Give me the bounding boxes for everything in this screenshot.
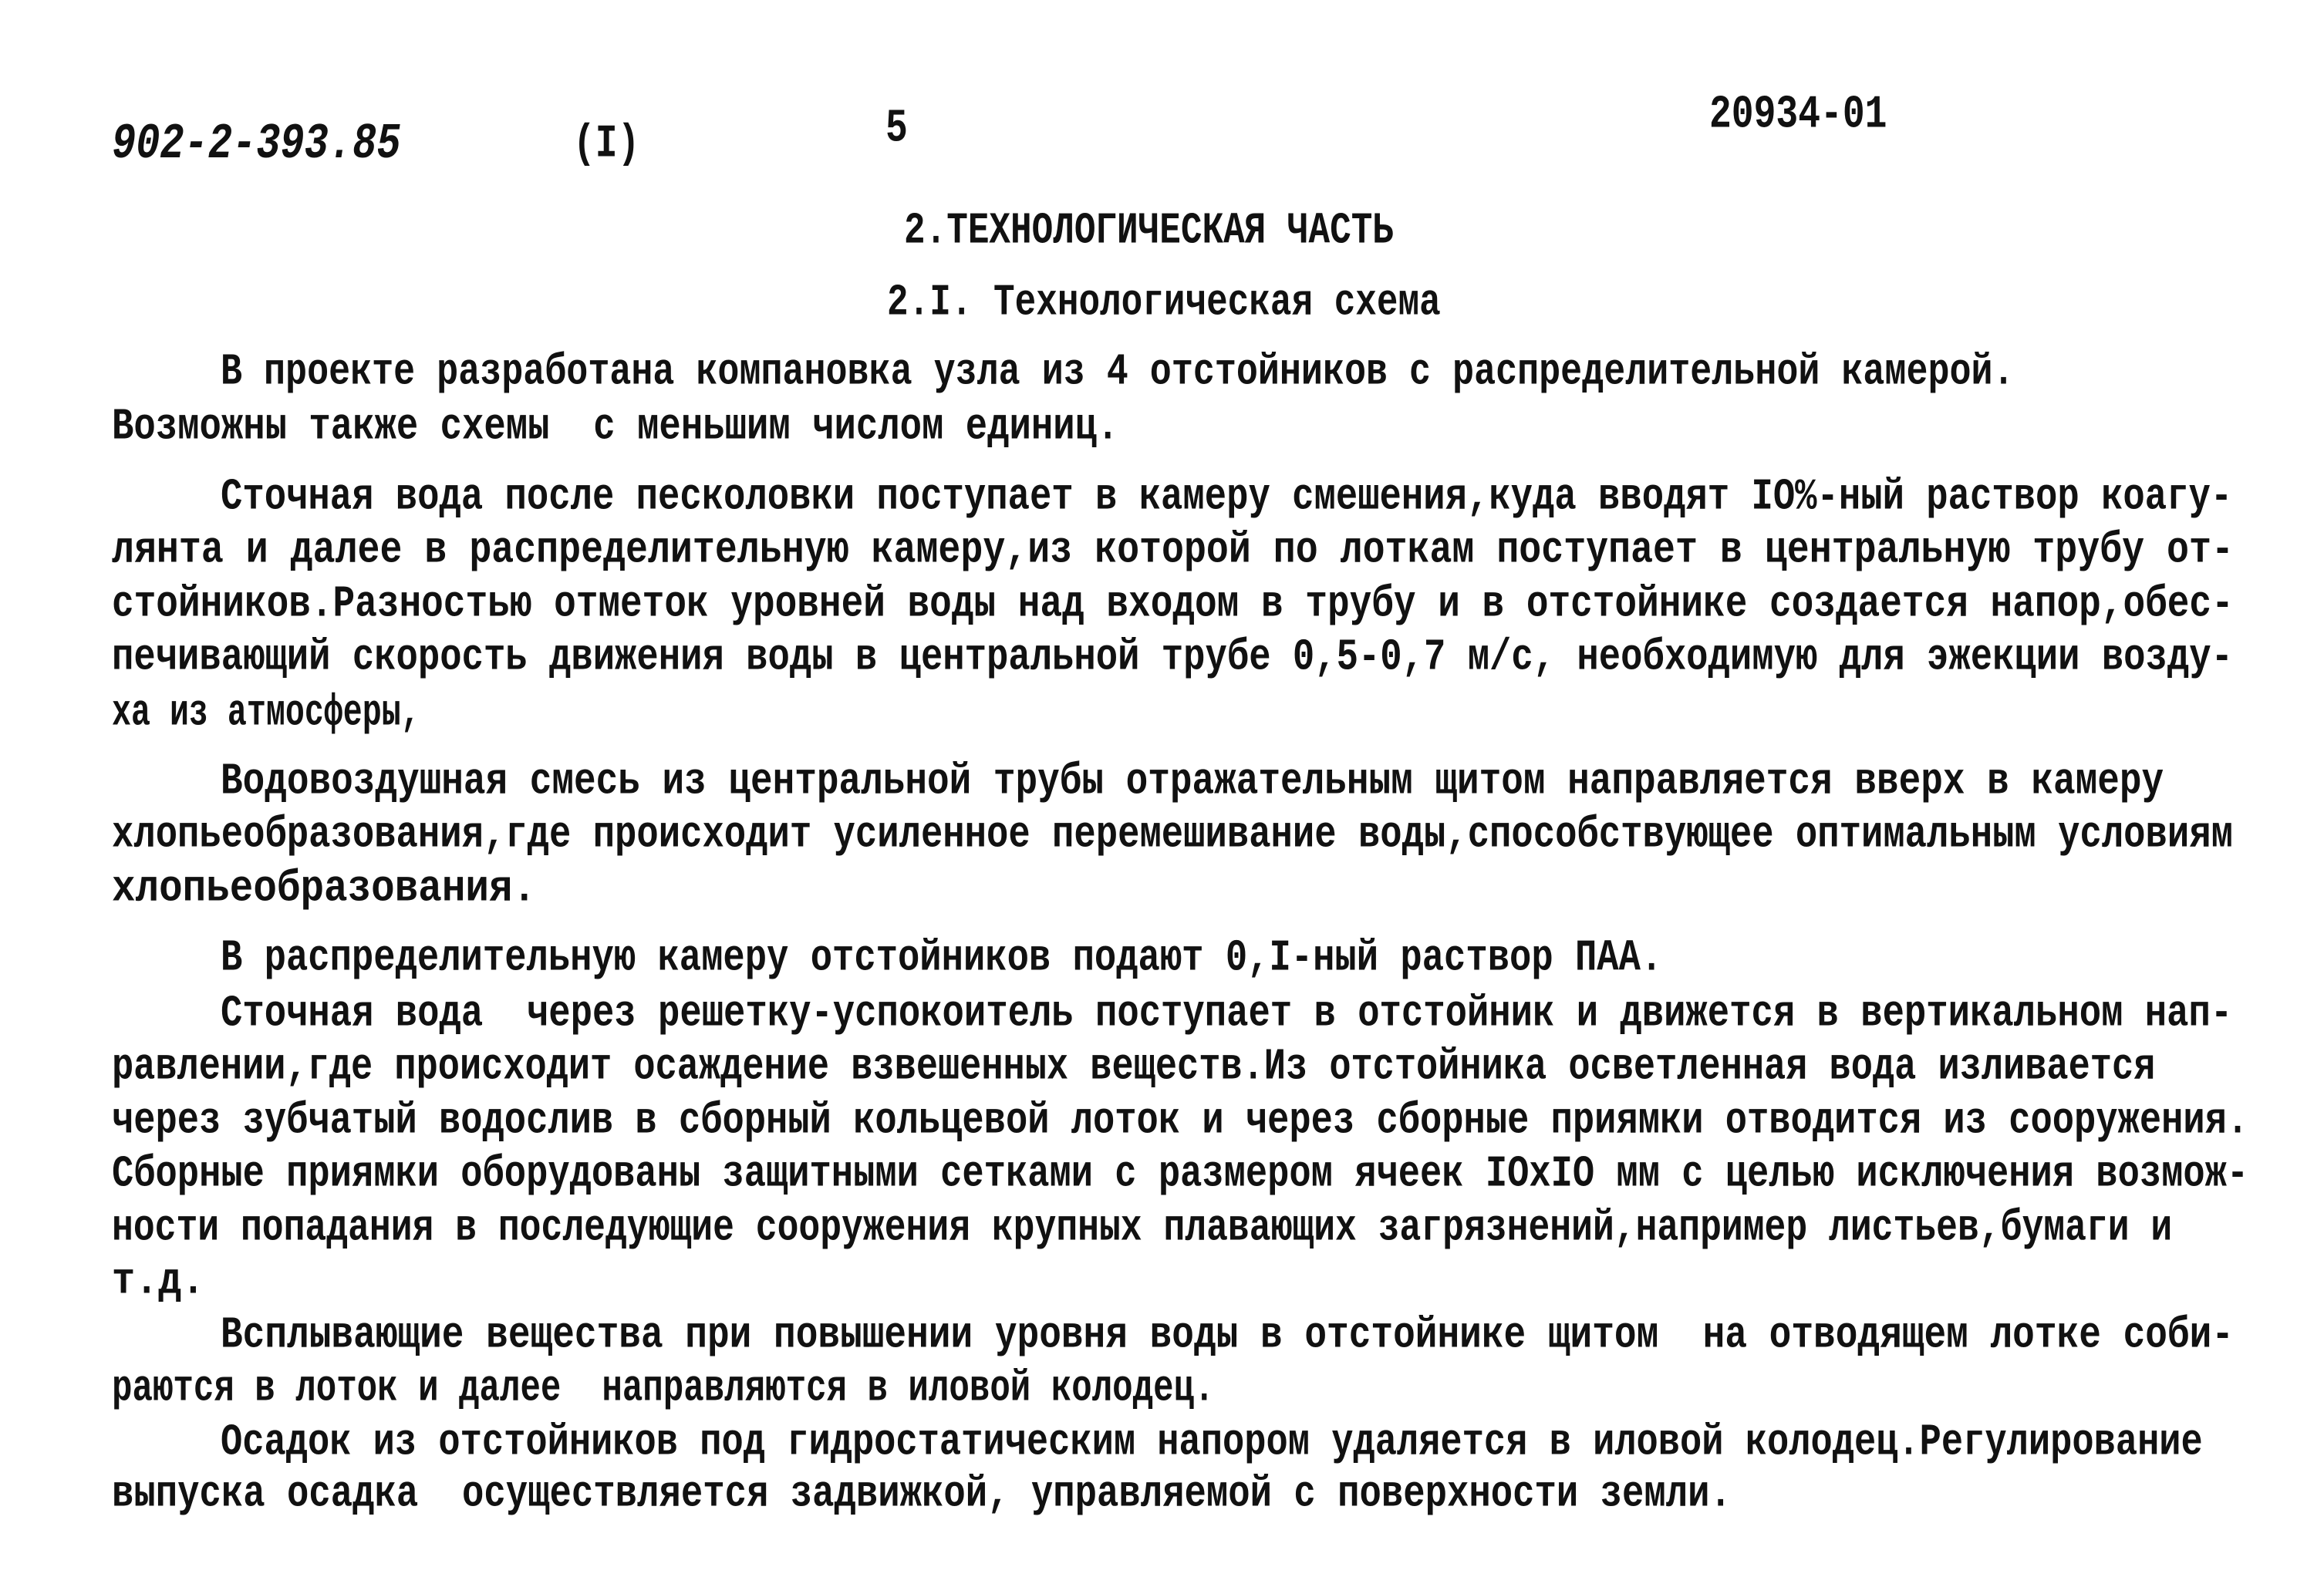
- text-line: Сборные приямки оборудованы защитными сетками с размером ячеек IOxIO мм с целью исключения возмож-: [112, 1149, 2249, 1199]
- page-number: 5: [885, 103, 908, 156]
- text-line: ности попадания в последующие сооружения крупных плавающих загрязнений,например листьев,бумаги и: [112, 1203, 2173, 1253]
- text-line: Осадок из отстойников под гидростатическим напором удаляется в иловой колодец.Регулирование: [221, 1417, 2203, 1468]
- text-line: Возможны также схемы с меньшим числом единиц.: [112, 402, 1119, 452]
- text-line: лянта и далее в распределительную камеру,из которой по лоткам поступает в центральную трубу от-: [112, 525, 2234, 575]
- text-line: хлопьеобразования,где происходит усиленное перемешивание воды,способствующее оптимальным условиям: [112, 810, 2233, 860]
- text-line: выпуска осадка осуществляется задвижкой, управляемой с поверхности земли.: [112, 1469, 1732, 1519]
- text-line: через зубчатый водослив в сборный кольцевой лоток и через сборные приямки отводится из сооружения.: [112, 1096, 2249, 1146]
- section-title: 2.ТЕХНОЛОГИЧЕСКАЯ ЧАСТЬ: [904, 206, 1394, 256]
- text-line: Всплывающие вещества при повышении уровня воды в отстойнике щитом на отводящем лотке соби-: [221, 1310, 2234, 1360]
- text-line: хлопьеобразования.: [112, 864, 537, 914]
- text-line: равлении,где происходит осаждение взвешенных веществ.Из отстойника осветленная вода изливается: [112, 1042, 2156, 1092]
- text-line: стойников.Разностью отметок уровней воды над входом в трубу и в отстойнике создается напор,обес-: [112, 579, 2234, 629]
- text-line: В проекте разработана компановка узла из 4 отстойников с распределительной камерой.: [221, 347, 2015, 397]
- text-line: Сточная вода через решетку-успокоитель поступает в отстойник и движется в вертикальном нап-: [221, 989, 2233, 1039]
- subsection-title: 2.I. Технологическая схема: [887, 278, 1441, 328]
- document-code: 902-2-393.85: [112, 116, 401, 173]
- text-line: раются в лоток и далее направляются в иловой колодец.: [112, 1363, 1215, 1414]
- sheet-code: 20934-01: [1709, 89, 1887, 142]
- text-line: Водовоздушная смесь из центральной трубы отражательным щитом направляется вверх в камеру: [221, 757, 2164, 807]
- text-line: печивающий скорость движения воды в центральной трубе 0,5-0,7 м/с, необходимую для эжекции возду-: [112, 632, 2233, 682]
- text-line: ха из атмосферы,: [112, 688, 420, 738]
- text-line: т.д.: [112, 1256, 205, 1306]
- text-line: В распределительную камеру отстойников подают 0,I-ный раствор ПАА.: [221, 933, 1663, 983]
- text-line: Сточная вода после песколовки поступает в камеру смешения,куда вводят IO%-ный раствор коагу-: [221, 472, 2233, 522]
- part-number: (I): [573, 118, 640, 171]
